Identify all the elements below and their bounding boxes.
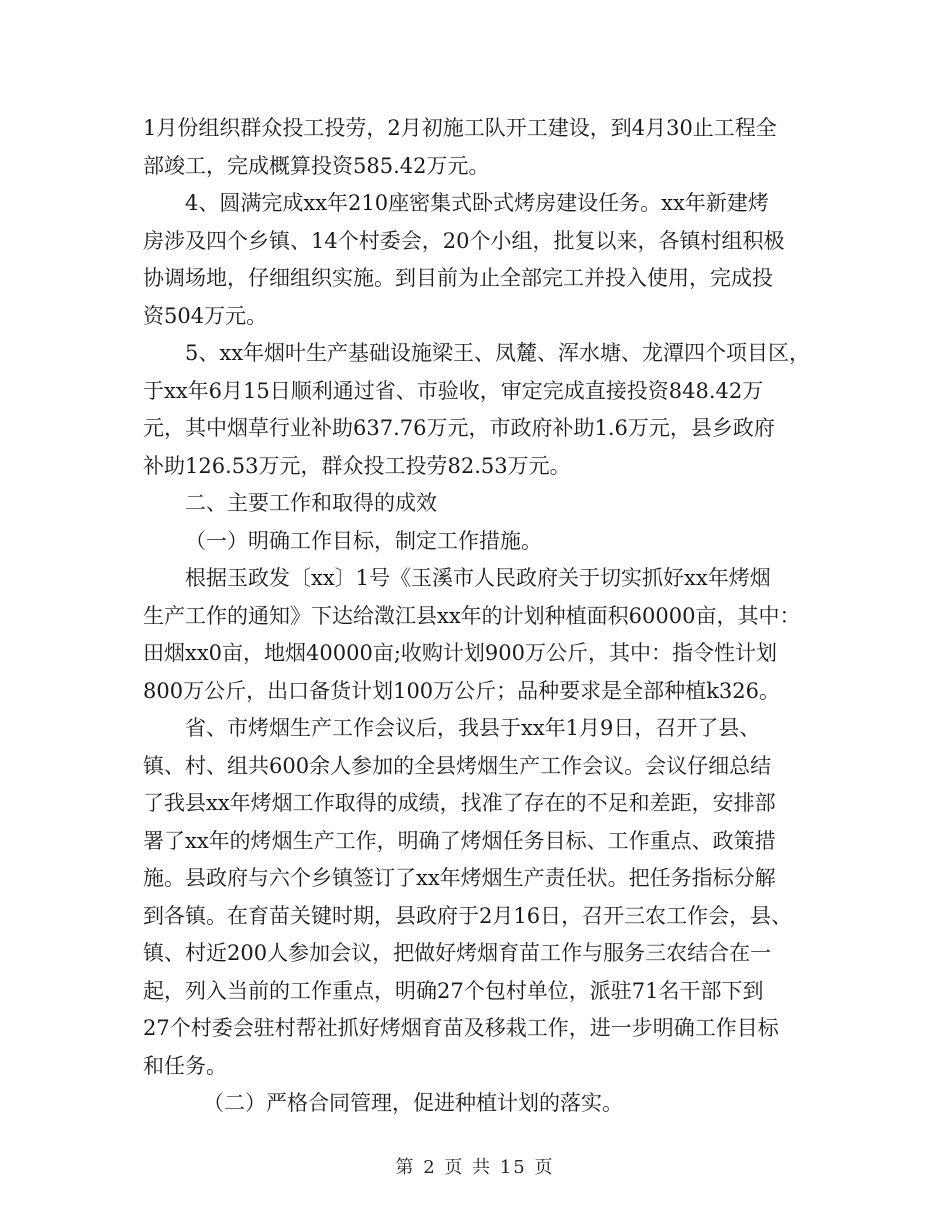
paragraph <box>143 560 833 710</box>
text-line: 了我县xx年烤烟工作取得的成绩，找准了存在的不足和差距，安排部 <box>143 791 776 815</box>
text-line: 和任务。 <box>143 1053 227 1078</box>
paragraph <box>143 710 833 1085</box>
text-line: 元，其中烟草行业补助637.76万元，市政府补助1.6万元，县乡政府 <box>143 416 775 440</box>
text-line: 27个村委会驻村帮社抓好烤烟育苗及移栽工作，进一步明确工作目标 <box>143 1016 779 1040</box>
text-line: 二、主要工作和取得的成效 <box>185 491 437 515</box>
text-line: 4、圆满完成xx年210座密集式卧式烤房建设任务。xx年新建烤 <box>185 191 769 215</box>
paragraph <box>143 335 833 485</box>
text-line: 田烟xx0亩，地烟40000亩;收购计划900万公斤，其中：指令性计划 <box>143 641 778 665</box>
page-footer: 第 2 页 共 15 页 <box>395 1157 555 1178</box>
text-line: 5、xx年烟叶生产基础设施梁王、凤麓、浑水塘、龙潭四个项目区， <box>185 341 811 365</box>
text-line: 镇、村、组共600余人参加的全县烤烟生产工作会议。会议仔细总结 <box>143 753 772 778</box>
text-line: 1月份组织群众投工投劳，2月初施工队开工建设，到4月30止工程全 <box>143 116 777 140</box>
text-line: 800万公斤，出口备货计划100万公斤；品种要求是全部种植k326。 <box>143 678 780 703</box>
paragraph <box>143 485 833 523</box>
paragraph <box>143 185 833 335</box>
text-line: 署了xx年的烤烟生产工作，明确了烤烟任务目标、工作重点、政策措 <box>143 828 776 853</box>
text-line: 资504万元。 <box>143 303 268 328</box>
text-line: 补助126.53万元，群众投工投劳82.53万元。 <box>143 453 571 478</box>
text-line: 起，列入当前的工作重点，明确27个包村单位，派驻71名干部下到 <box>143 978 764 1003</box>
text-line: （二）严格合同管理，促进种植计划的落实。 <box>203 1091 623 1115</box>
text-line: 房涉及四个乡镇、14个村委会，20个小组，批复以来，各镇村组积极 <box>143 228 785 253</box>
text-line: 省、市烤烟生产工作会议后，我县于xx年1月9日，召开了县、 <box>185 716 761 740</box>
document-body <box>143 110 833 1123</box>
paragraph <box>143 1085 833 1123</box>
text-line: （一）明确工作目标，制定工作措施。 <box>185 528 542 553</box>
text-line: 根据玉政发〔xx〕1号《玉溪市人民政府关于切实抓好xx年烤烟 <box>185 566 771 590</box>
text-line: 到各镇。在育苗关键时期，县政府于2月16日，召开三农工作会，县、 <box>143 903 793 928</box>
paragraph <box>143 110 833 185</box>
text-line: 镇、村近200人参加会议，把做好烤烟育苗工作与服务三农结合在一 <box>143 941 772 965</box>
text-line: 施。县政府与六个乡镇签订了xx年烤烟生产责任状。把任务指标分解 <box>143 866 776 890</box>
paragraph <box>143 523 833 561</box>
text-line: 生产工作的通知》下达给澂江县xx年的计划种植面积60000亩，其中： <box>143 603 801 628</box>
text-line: 部竣工，完成概算投资585.42万元。 <box>143 153 490 178</box>
text-line: 于xx年6月15日顺利通过省、市验收，审定完成直接投资848.42万 <box>143 378 764 403</box>
text-line: 协调场地，仔细组织实施。到目前为止全部完工并投入使用，完成投 <box>143 266 773 290</box>
